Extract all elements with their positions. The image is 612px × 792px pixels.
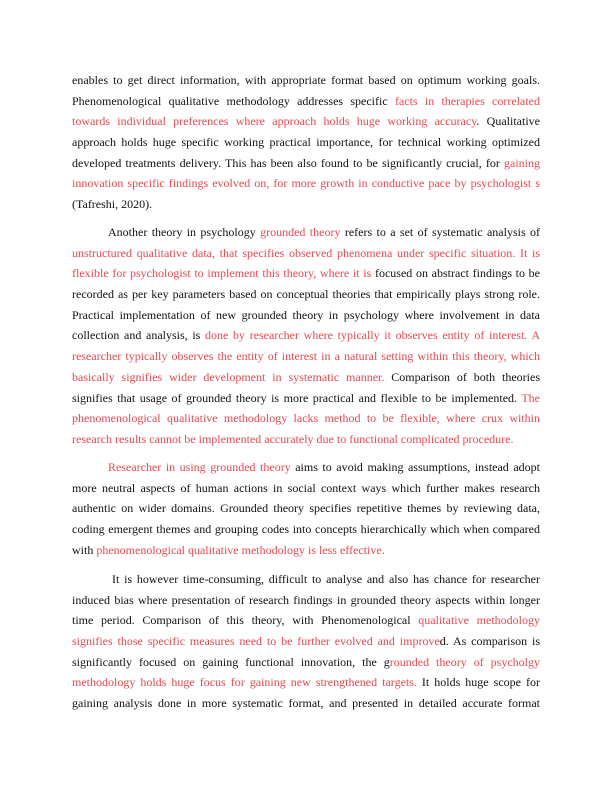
highlighted-text: rounded theory of psycholgy [389, 654, 540, 669]
highlighted-text: research results cannot be implemented accurately due to functional complicated procedure. [72, 431, 514, 446]
highlighted-text: unstructured qualitative data, that specifies observed phenomena under specific situation. It is [72, 245, 540, 260]
text-line [72, 610, 540, 631]
text-line [72, 132, 540, 153]
highlighted-text: flexible for psychologist to implement this theory, where it is [72, 266, 375, 281]
body-text: gaining analysis done in more systematic format, and presented in detailed accurate format [72, 696, 540, 711]
body-text: recorded as per key parameters based on conceptual theories that empirically plays strong role. [72, 287, 540, 302]
body-text: . Qualitative [476, 114, 540, 129]
text-line [72, 194, 540, 215]
body-text: coding emergent themes and grouping codes into concepts hierarchically which when compared [72, 522, 540, 537]
text-line [72, 70, 540, 91]
text-line [72, 429, 540, 450]
text-line [72, 111, 540, 132]
body-text: aims to avoid making assumptions, instead adopt [290, 460, 540, 474]
body-text: Comparison of both theories [384, 369, 540, 384]
body-text: (Tafreshi, 2020). [72, 197, 153, 212]
body-text: with [72, 542, 97, 557]
body-text: Phenomenological qualitative methodology addresses specific [72, 93, 395, 108]
highlighted-text: gaining [504, 155, 540, 170]
text-line [72, 263, 540, 284]
text-line [72, 408, 540, 429]
body-text: enables to get direct information, with appropriate format based on optimum working goals. [72, 73, 540, 87]
text-line [72, 631, 540, 652]
body-text: d. As comparison is [439, 634, 540, 649]
body-text: time period. Comparison of this theory, with Phenomenological [72, 613, 419, 628]
body-text: collection and analysis, is [72, 328, 206, 343]
highlighted-text: qualitative methodology [418, 613, 540, 628]
highlighted-text: signifies those specific measures need to be further evolved and improve [72, 634, 440, 649]
text-line [72, 173, 540, 194]
text-line [72, 540, 540, 561]
text-line [72, 693, 540, 714]
highlighted-text: towards individual preferences where approach holds huge working accuracy [72, 114, 477, 129]
text-line [72, 457, 540, 478]
text-line [72, 569, 540, 590]
highlighted-text: innovation specific findings evolved on, for more growth in conductive pace by psychologist s [72, 176, 540, 191]
text-line [72, 367, 540, 388]
text-line [72, 346, 540, 367]
text-line [72, 243, 540, 264]
text-line [72, 478, 540, 499]
body-text: signifies that usage of grounded theory is more practical and flexible to be implemented. [72, 390, 522, 405]
highlighted-text: The [521, 390, 540, 405]
text-line [72, 388, 540, 409]
highlighted-text: phenomenological qualitative methodology is less effective. [96, 542, 385, 557]
body-text: Practical implementation of new grounded theory in psychology where involvement in data [72, 307, 540, 322]
highlighted-text: basically signifies wider development in systematic manner. [72, 369, 385, 384]
text-line [72, 652, 540, 673]
body-text: significantly focused on gaining functional innovation, the g [72, 654, 390, 669]
text-line [72, 519, 540, 540]
body-text: Another theory in psychology [108, 225, 261, 239]
paragraph-4 [72, 569, 540, 714]
text-line [72, 91, 540, 112]
highlighted-text: grounded theory [260, 225, 341, 239]
highlighted-text: done by researcher where typically it observes entity of interest. A [205, 328, 540, 343]
body-text: focused on abstract findings to be [374, 266, 541, 281]
paragraph-2 [72, 222, 540, 450]
text-line [72, 325, 540, 346]
text-line [72, 153, 540, 174]
highlighted-text: Researcher in using grounded theory [108, 460, 291, 474]
text-line [72, 305, 540, 326]
highlighted-text: facts in therapies correlated [394, 93, 541, 108]
body-text: approach holds huge specific working practical importance, for technical working optimized [72, 135, 540, 150]
paragraph-3 [72, 457, 540, 560]
highlighted-text: researcher typically observes the entity of interest in a natural setting within this theory, which [72, 349, 540, 364]
body-text: refers to a set of systematic analysis of [340, 225, 540, 239]
body-text: induced bias where presentation of research findings in grounded theory aspects within longer [72, 592, 540, 607]
body-text: developed treatments delivery. This has been also found to be significantly crucial, for [72, 155, 504, 170]
text-line [72, 284, 540, 305]
body-text: It holds huge scope for [416, 675, 540, 690]
body-text: It is however time-consuming, difficult to analyse and also has chance for researcher [112, 572, 540, 586]
body-text: authentic on wider domains. Grounded theory specifies repetitive themes by reviewing data, [72, 501, 540, 516]
text-line [72, 590, 540, 611]
paragraph-1 [72, 70, 540, 215]
text-line [72, 672, 540, 693]
body-text: more neutral aspects of human actions in social context ways which further makes research [72, 480, 540, 495]
highlighted-text: methodology holds huge focus for gaining new strengthened targets. [72, 675, 417, 690]
text-line [72, 222, 540, 243]
text-line [72, 498, 540, 519]
highlighted-text: phenomenological qualitative methodology lacks method to be flexible, where crux within [72, 411, 540, 426]
